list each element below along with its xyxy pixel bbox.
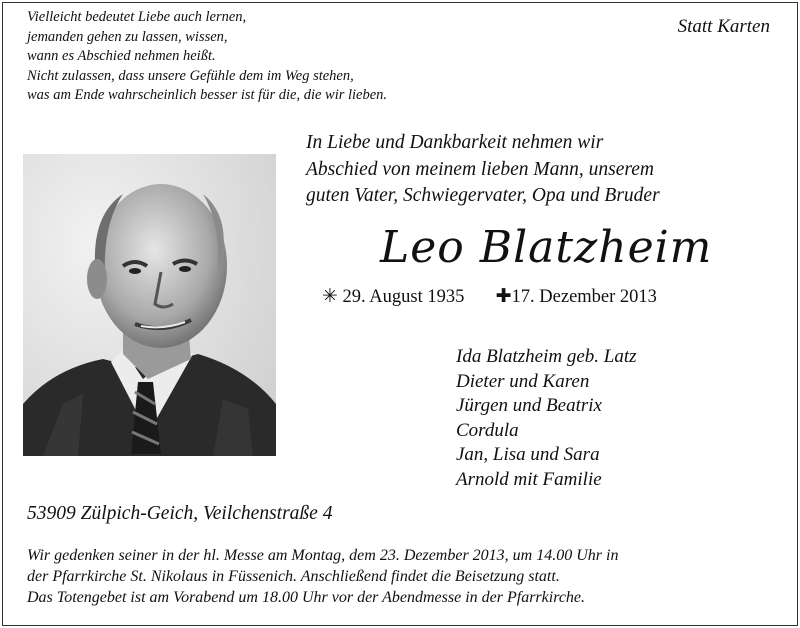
poem-line: Nicht zulassen, dass unsere Gefühle dem im Weg stehen,	[27, 67, 354, 84]
birth-date: 29. August 1935	[342, 287, 465, 307]
mourner-name: Cordula	[456, 419, 519, 441]
mourner-name: Ida Blatzheim geb. Latz	[456, 346, 637, 367]
mourner-name: Arnold mit Familie	[456, 468, 602, 490]
mourner-name: Dieter und Karen	[456, 370, 590, 392]
portrait-photo	[23, 154, 276, 456]
statt-karten-label: Statt Karten	[677, 16, 770, 37]
mourners-list	[456, 345, 637, 492]
intro-line: guten Vater, Schwiegervater, Opa und Bruder	[306, 185, 660, 206]
poem	[27, 8, 387, 106]
mourner-name: Jan, Lisa und Sara	[456, 444, 600, 465]
intro-line: In Liebe und Dankbarkeit nehmen wir	[306, 132, 604, 153]
service-line: der Pfarrkirche St. Nikolaus in Füssenich. Anschließend findet die Beisetzung statt.	[27, 568, 560, 585]
service-information	[27, 545, 618, 608]
death-cross-icon: ✚	[495, 286, 512, 307]
intro-line: Abschied von meinem lieben Mann, unserem	[306, 158, 655, 180]
poem-line: was am Ende wahrscheinlich besser ist für die, die wir lieben.	[27, 87, 388, 103]
portrait-image	[23, 154, 276, 456]
address: 53909 Zülpich-Geich, Veilchenstraße 4	[27, 503, 333, 524]
service-line: Wir gedenken seiner in der hl. Messe am Montag, dem 23. Dezember 2013, um 14.00 Uhr in	[27, 547, 619, 564]
poem-line: Vielleicht bedeutet Liebe auch lernen,	[27, 9, 247, 25]
birth-star-icon: ✳	[322, 286, 338, 307]
life-dates	[322, 285, 657, 308]
deceased-name: Leo Blatzheim	[380, 222, 713, 273]
death-date: 17. Dezember 2013	[511, 287, 657, 307]
poem-line: jemanden gehen zu lassen, wissen,	[27, 28, 228, 45]
poem-line: wann es Abschied nehmen heißt.	[27, 48, 216, 64]
service-line: Das Totengebet ist am Vorabend um 18.00 Uhr vor der Abendmesse in der Pfarrkirche.	[27, 589, 586, 606]
mourner-name: Jürgen und Beatrix	[456, 395, 602, 416]
intro-text	[306, 130, 660, 210]
